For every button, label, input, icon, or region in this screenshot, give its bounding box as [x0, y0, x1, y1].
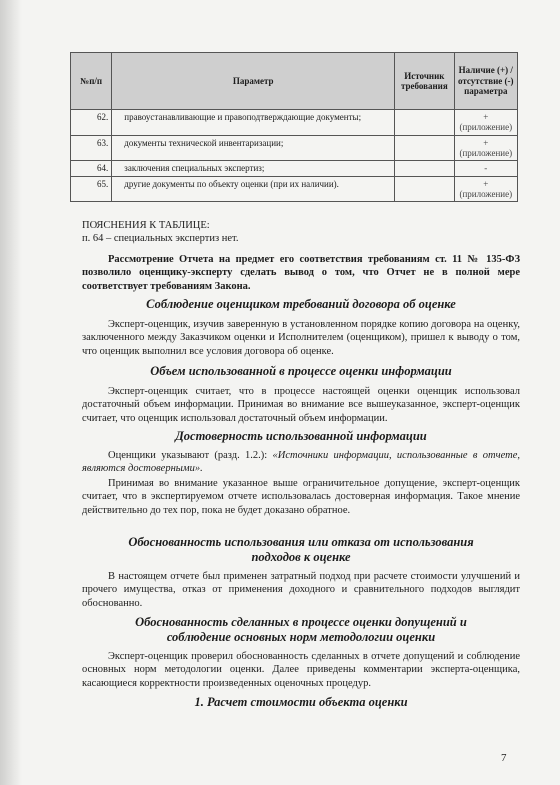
row-param: правоустанавливающие и правоподтверждающие документы; [112, 110, 395, 136]
header-num: №п/п [71, 53, 112, 110]
page-number: 7 [501, 752, 507, 764]
section-heading-info-volume: Объем использованной в процессе оценки информации [150, 364, 452, 378]
table-row [71, 135, 518, 161]
header-param: Параметр [112, 53, 395, 110]
row-presence: + (приложение) [454, 176, 517, 202]
conclusion-paragraph: Рассмотрение Отчета на предмет его соответствия требованиям ст. 11 № 135-ФЗ позволило оценщику-эксперту сделать вывод о том, что Отчет не в полной мере соответствует требованиям Закона. [82, 254, 520, 292]
notes-line: п. 64 – специальных экспертиз нет. [82, 233, 239, 245]
assumptions-heading-line2: соблюдение основных норм методологии оценки [166, 630, 436, 644]
row-num: 65. [71, 176, 112, 202]
header-source: Источник требования [395, 53, 454, 110]
parameters-table [70, 52, 518, 202]
reliability-plain: Оценщики указывают (разд. 1.2.): [108, 450, 273, 461]
approaches-heading-line1: Обоснованность использования или отказа от использования [128, 535, 474, 549]
row-source [395, 176, 454, 202]
row-source [395, 135, 454, 161]
row-num: 64. [71, 161, 112, 176]
section-text-approaches: В настоящем отчете был применен затратный подход при расчете стоимости улучшений и прочего имущества, отказ от применения доходного и сравнительного подходов выглядит обоснованно. [82, 571, 520, 609]
row-param: заключения специальных экспертиз; [112, 161, 395, 176]
section-heading-approaches [82, 535, 520, 565]
notes-title: ПОЯСНЕНИЯ К ТАБЛИЦЕ: [82, 220, 210, 231]
section-heading-contract: Соблюдение оценщиком требований договора об оценке [146, 297, 456, 311]
table-notes [82, 219, 520, 246]
row-presence: - [454, 161, 517, 176]
reliability-quote: «Источники информации, использованные в отчете, являются достоверными». [82, 450, 520, 475]
table-row [71, 161, 518, 176]
section-text-info-reliability-2: Принимая во внимание указанное выше ограничительное допущение, эксперт-оценщик считает, что в экспертируемом отчете использовалась достоверная информация. Такое мнение действительно до тех пор, пока не будет доказано обратное. [82, 478, 520, 516]
table-header-row [71, 53, 518, 110]
section-text-info-reliability-1 [82, 449, 520, 476]
section-text-contract: Эксперт-оценщик, изучив заверенную в установленном порядке копию договора на оценку, заключенного между Заказчиком оценки и Исполнителем (оценщиком), пришел к выводу о том, что оценщик выполнил все условия договора об оценке. [82, 319, 520, 357]
section-heading-valuation: 1. Расчет стоимости объекта оценки [194, 695, 408, 709]
row-source [395, 161, 454, 176]
row-param: документы технической инвентаризации; [112, 135, 395, 161]
section-text-assumptions: Эксперт-оценщик проверил обоснованность сделанных в отчете допущений и соблюдение основных норм методологии оценки. Далее приведены комментарии эксперта-оценщика, касающиеся корректности произведенных оценочных процедур. [82, 651, 520, 689]
row-source [395, 110, 454, 136]
row-num: 62. [71, 110, 112, 136]
section-text-info-volume: Эксперт-оценщик считает, что в процессе настоящей оценки оценщик использовал достаточный объем информации. Принимая во внимание все вышеуказанное, эксперт-оценщик считает, что оценщик использовал достаточный объем информации. [82, 386, 520, 424]
table-row [71, 176, 518, 202]
header-presence: Наличие (+) /отсутствие (-) параметра [454, 53, 517, 110]
assumptions-heading-line1: Обоснованность сделанных в процессе оценки допущений и [135, 615, 467, 629]
row-presence: + (приложение) [454, 135, 517, 161]
table-row [71, 110, 518, 136]
section-heading-assumptions [82, 615, 520, 645]
row-param: другие документы по объекту оценки (при их наличии). [112, 176, 395, 202]
row-presence: + (приложение) [454, 110, 517, 136]
approaches-heading-line2: подходов к оценке [251, 550, 351, 564]
row-num: 63. [71, 135, 112, 161]
section-heading-info-reliability: Достоверность использованной информации [175, 429, 427, 443]
